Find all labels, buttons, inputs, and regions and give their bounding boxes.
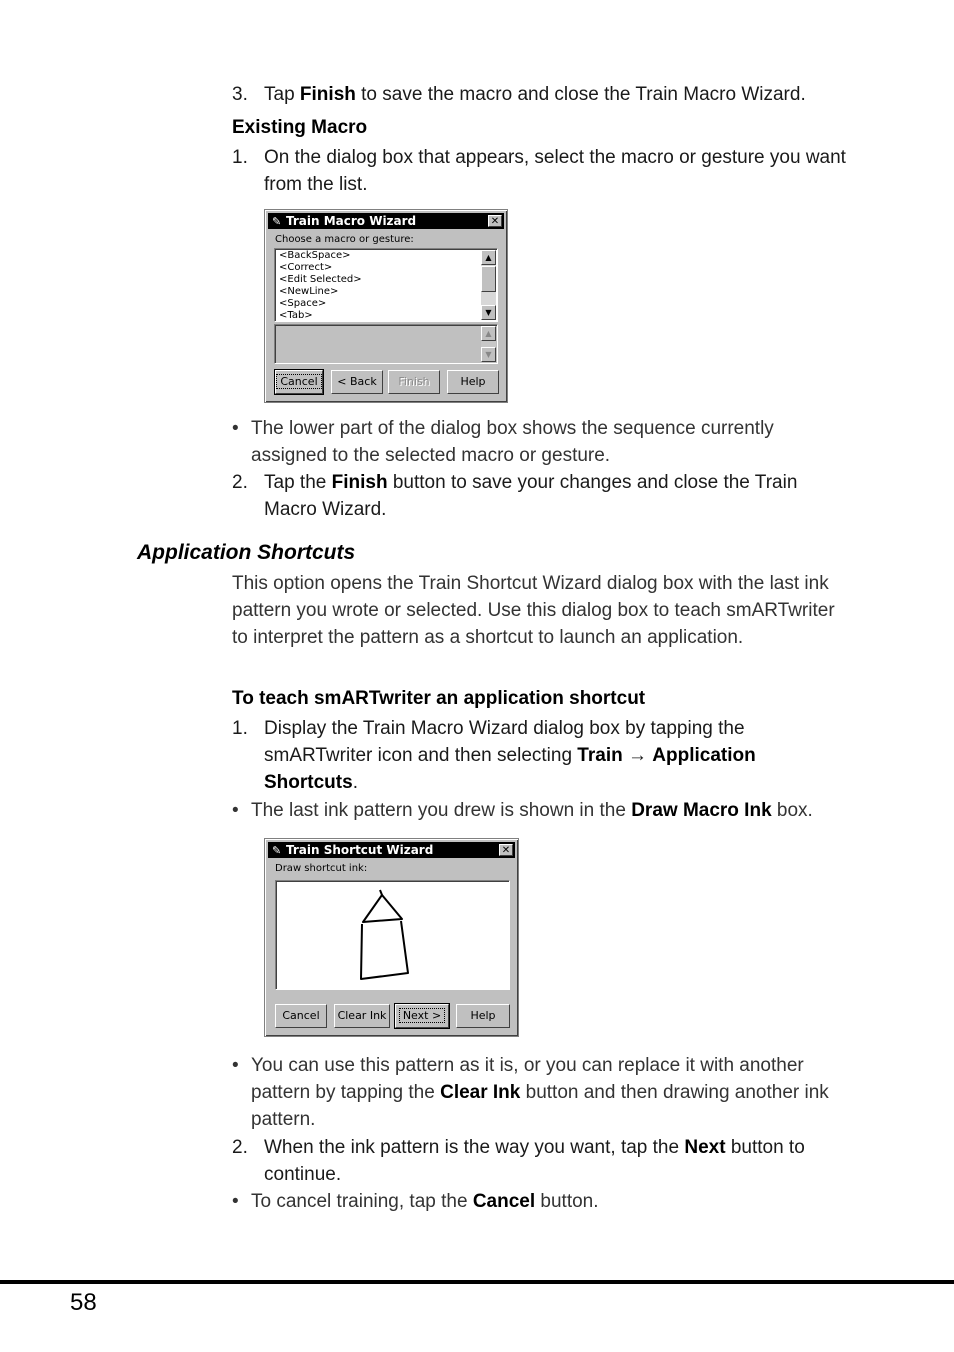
existing-step-2 (232, 469, 852, 523)
step-number: 1. (232, 718, 248, 739)
step-text-bold: Finish (331, 472, 388, 493)
shortcut-step-1 (232, 715, 852, 796)
step-text-post: . (352, 772, 358, 793)
bullet-text-bold: Draw Macro Ink (631, 800, 772, 821)
footer-rule (0, 1280, 954, 1284)
scroll-up-icon[interactable]: ▲ (481, 326, 496, 341)
step-number: 3. (232, 84, 248, 105)
close-icon[interactable]: ✕ (499, 844, 513, 856)
list-item[interactable]: <BackSpace> (279, 250, 351, 261)
page-number: 58 (70, 1289, 97, 1316)
sequence-box (274, 324, 498, 364)
train-macro-wizard-dialog (264, 209, 508, 403)
list-item[interactable]: <Space> (279, 298, 327, 309)
list-item[interactable]: <Correct> (279, 262, 333, 273)
clear-ink-button[interactable]: Clear Ink (334, 1004, 390, 1028)
help-button[interactable]: Help (456, 1004, 510, 1028)
dialog-title: Train Macro Wizard (286, 214, 417, 228)
train-shortcut-wizard-dialog (264, 838, 519, 1037)
bullet-text-pre: The last ink pattern you drew is shown in the (251, 800, 632, 821)
step-text-pre: Display the Train Macro Wizard dialog box by tapping the smARTwriter icon and then selecting (264, 718, 745, 766)
scroll-down-icon[interactable]: ▼ (481, 347, 496, 362)
scroll-up-icon[interactable]: ▲ (481, 250, 496, 265)
shortcut-bullet-3 (232, 1188, 872, 1215)
step-text-bold: Application Shortcuts (264, 745, 756, 793)
choose-macro-label: Choose a macro or gesture: (275, 234, 414, 245)
dialog-title: Train Shortcut Wizard (286, 843, 434, 857)
bullet: • (232, 1191, 239, 1212)
step-text-pre: When the ink pattern is the way you want, tap the (264, 1137, 685, 1158)
existing-step-1 (232, 144, 852, 198)
dialog-titlebar[interactable] (268, 213, 504, 229)
list-item[interactable]: <Tab> (279, 310, 313, 321)
back-button[interactable]: < Back (331, 370, 383, 394)
step-text-post: button to save your changes and close the Train Macro Wizard. (264, 472, 798, 520)
step-text-pre: Tap (264, 84, 300, 105)
existing-bullet (232, 415, 852, 469)
sequence-scrollbar[interactable] (481, 326, 496, 362)
step-number: 2. (232, 1137, 248, 1158)
next-button[interactable]: Next > (395, 1004, 449, 1028)
draw-shortcut-label: Draw shortcut ink: (275, 863, 368, 874)
dialog-titlebar[interactable] (268, 842, 515, 858)
step-text-bold: Train (577, 745, 623, 766)
bullet-text-pre: You can use this pattern as it is, or you can replace it with another pattern by tapping the (251, 1055, 804, 1103)
cancel-button[interactable]: Cancel (275, 1004, 327, 1028)
existing-macro-heading: Existing Macro (232, 117, 368, 138)
shortcut-step-2 (232, 1134, 872, 1188)
close-icon[interactable]: ✕ (488, 215, 502, 227)
step-text: On the dialog box that appears, select the macro or gesture you want from the list. (264, 147, 846, 195)
list-scrollbar[interactable] (481, 250, 496, 320)
cancel-button[interactable]: Cancel (275, 370, 323, 394)
arrow: → (622, 745, 653, 766)
bullet-text-bold: Clear Ink (440, 1082, 521, 1103)
bullet-text-post: button and then drawing another ink pattern. (251, 1082, 829, 1130)
bullet: • (232, 418, 239, 439)
step-text-post: to save the macro and close the Train Macro Wizard. (355, 84, 806, 105)
step-number: 2. (232, 472, 248, 493)
help-button[interactable]: Help (447, 370, 499, 394)
bullet: • (232, 800, 239, 821)
scroll-down-icon[interactable]: ▼ (481, 305, 496, 320)
shortcut-bullet-2 (232, 1052, 872, 1133)
application-shortcuts-heading: Application Shortcuts (137, 541, 356, 564)
scroll-thumb[interactable] (481, 266, 496, 292)
bullet-text-post: box. (771, 800, 813, 821)
shortcut-bullet-1 (232, 797, 932, 824)
macro-list[interactable] (274, 248, 498, 322)
list-item[interactable]: <Edit Selected> (279, 274, 362, 285)
step-text-bold: Next (684, 1137, 726, 1158)
step-number: 1. (232, 147, 248, 168)
bullet-text-bold: Cancel (472, 1191, 536, 1212)
list-item[interactable]: <NewLine> (279, 286, 339, 297)
bullet-text: The lower part of the dialog box shows the sequence currently assigned to the selected macro or gesture. (251, 418, 774, 466)
step-text-post: button to continue. (264, 1137, 805, 1185)
app-shortcuts-intro: This option opens the Train Shortcut Wizard dialog box with the last ink pattern you wrote or selected. Use this dialog box to teach smARTwriter to interpret the pattern as a shortcut to launch an application. (232, 573, 835, 648)
teach-shortcut-heading: To teach smARTwriter an application shortcut (232, 688, 646, 709)
pen-icon: ✎ (272, 844, 282, 857)
step-text-pre: Tap the (264, 472, 332, 493)
pen-icon: ✎ (272, 215, 282, 228)
finish-button[interactable]: Finish (388, 370, 440, 394)
ink-drawing-area[interactable] (275, 880, 510, 990)
bullet-text-post: button. (535, 1191, 599, 1212)
step-text-bold: Finish (299, 84, 356, 105)
ink-pattern (276, 881, 509, 989)
bullet-text-pre: To cancel training, tap the (251, 1191, 473, 1212)
bullet: • (232, 1055, 239, 1076)
